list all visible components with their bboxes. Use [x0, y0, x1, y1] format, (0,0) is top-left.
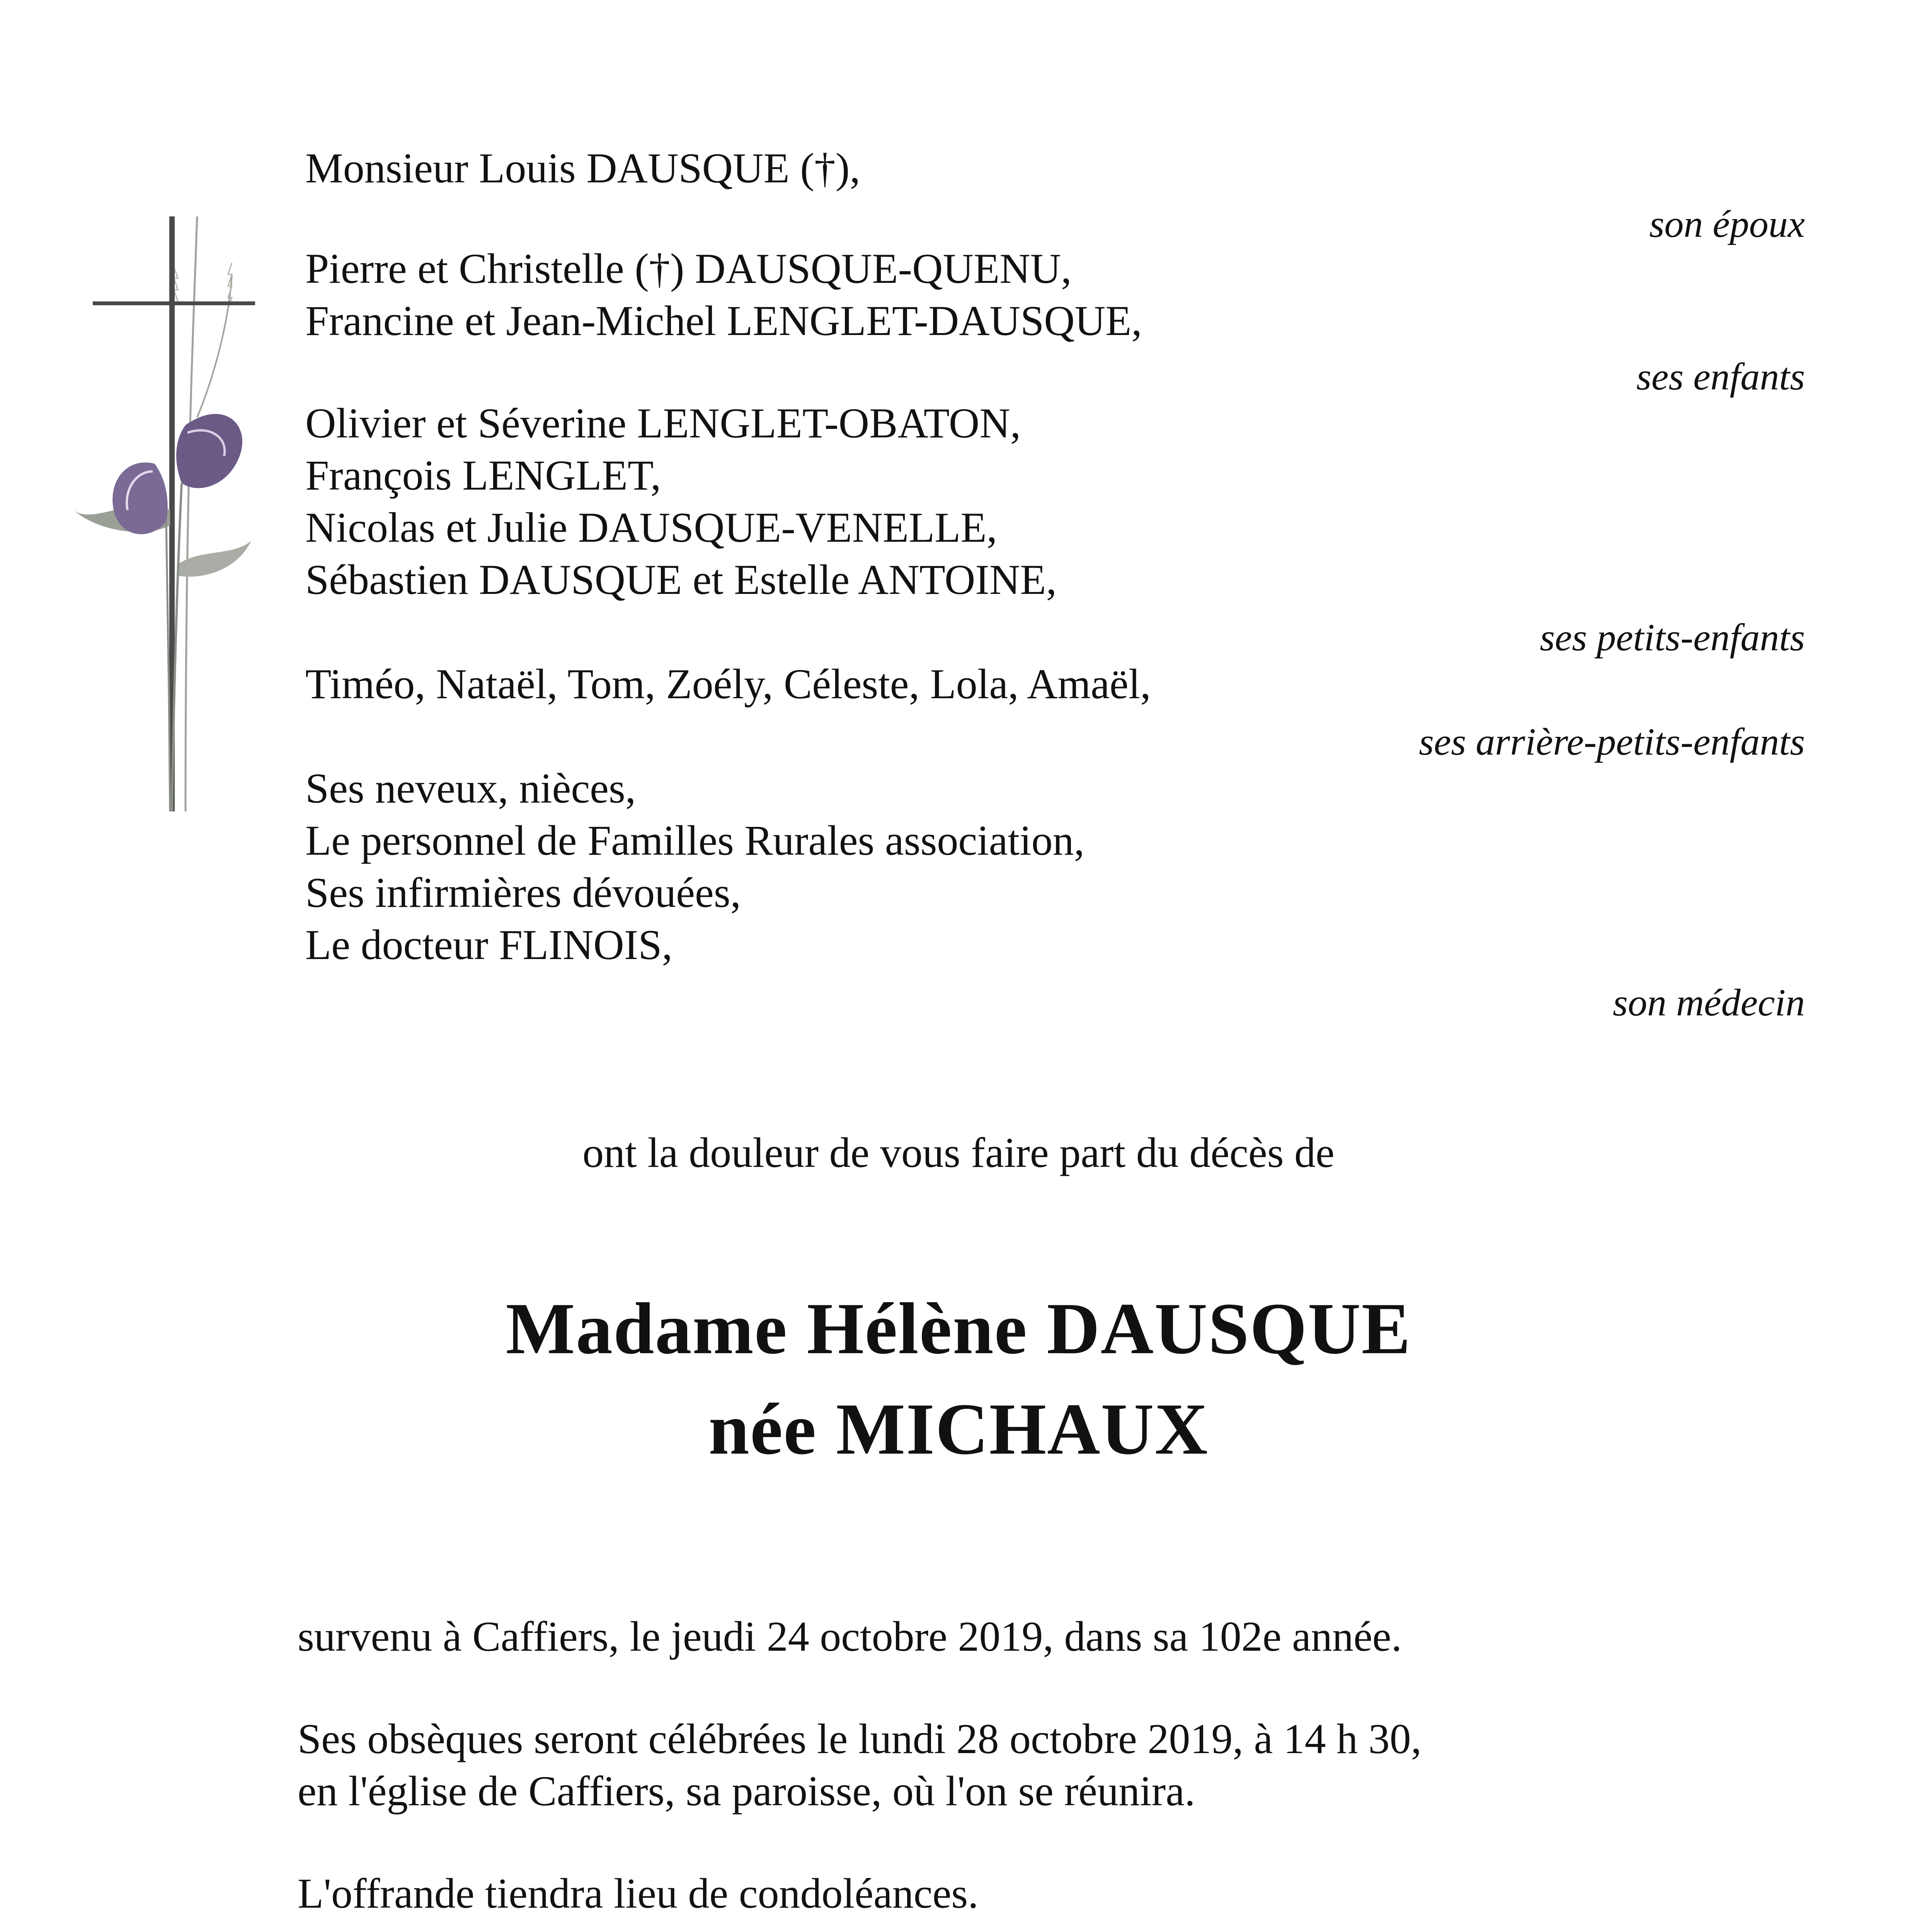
great-grandchildren-names: Timéo, Nataël, Tom, Zoély, Céleste, Lola, Amaël, — [305, 660, 1151, 707]
child-name: Francine et Jean-Michel LENGLET-DAUSQUE, — [305, 297, 1142, 344]
doctor-role: son médecin — [1612, 981, 1805, 1024]
offering-note: L'offrande tiendra lieu de condoléances. — [298, 1870, 979, 1917]
cross-horizontal-icon — [93, 301, 255, 305]
calla-lily-icon — [112, 463, 168, 534]
announcement-intro: ont la douleur de vous faire part du décès de — [582, 1129, 1335, 1176]
wheat-stalk-icon — [186, 216, 197, 811]
children-role: ses enfants — [1636, 355, 1805, 398]
doctor-name: Le docteur FLINOIS, — [305, 921, 673, 968]
death-details: survenu à Caffiers, le jeudi 24 octobre 2019, dans sa 102e année. — [298, 1613, 1402, 1660]
spouse-name: Monsieur Louis DAUSQUE (†), — [305, 145, 861, 192]
grandchild-name: Sébastien DAUSQUE et Estelle ANTOINE, — [305, 556, 1057, 603]
spouse-role: son époux — [1649, 202, 1805, 245]
deceased-maiden-name: née MICHAUX — [708, 1389, 1209, 1470]
funeral-details: Ses obsèques seront célébrées le lundi 28 octobre 2019, à 14 h 30, — [298, 1715, 1422, 1762]
cross-lily-decoration-icon — [70, 216, 271, 811]
funeral-location: en l'église de Caffiers, sa paroisse, où l'on se réunira. — [298, 1767, 1195, 1815]
great-grandchildren-role: ses arrière-petits-enfants — [1419, 720, 1805, 763]
leaf-icon — [178, 541, 251, 577]
wheat-ear-icon — [197, 274, 232, 417]
child-name: Pierre et Christelle (†) DAUSQUE-QUENU, — [305, 245, 1072, 292]
calla-lily-icon — [176, 414, 242, 488]
grandchildren-role: ses petits-enfants — [1539, 616, 1805, 659]
grandchild-name: Olivier et Séverine LENGLET-OBATON, — [305, 400, 1021, 447]
others-line: Le personnel de Familles Rurales association, — [305, 817, 1085, 864]
others-line: Ses infirmières dévouées, — [305, 869, 741, 916]
grandchild-name: Nicolas et Julie DAUSQUE-VENELLE, — [305, 504, 998, 551]
others-line: Ses neveux, nièces, — [305, 765, 636, 812]
grandchild-name: François LENGLET, — [305, 452, 661, 499]
deceased-name: Madame Hélène DAUSQUE — [506, 1288, 1411, 1369]
